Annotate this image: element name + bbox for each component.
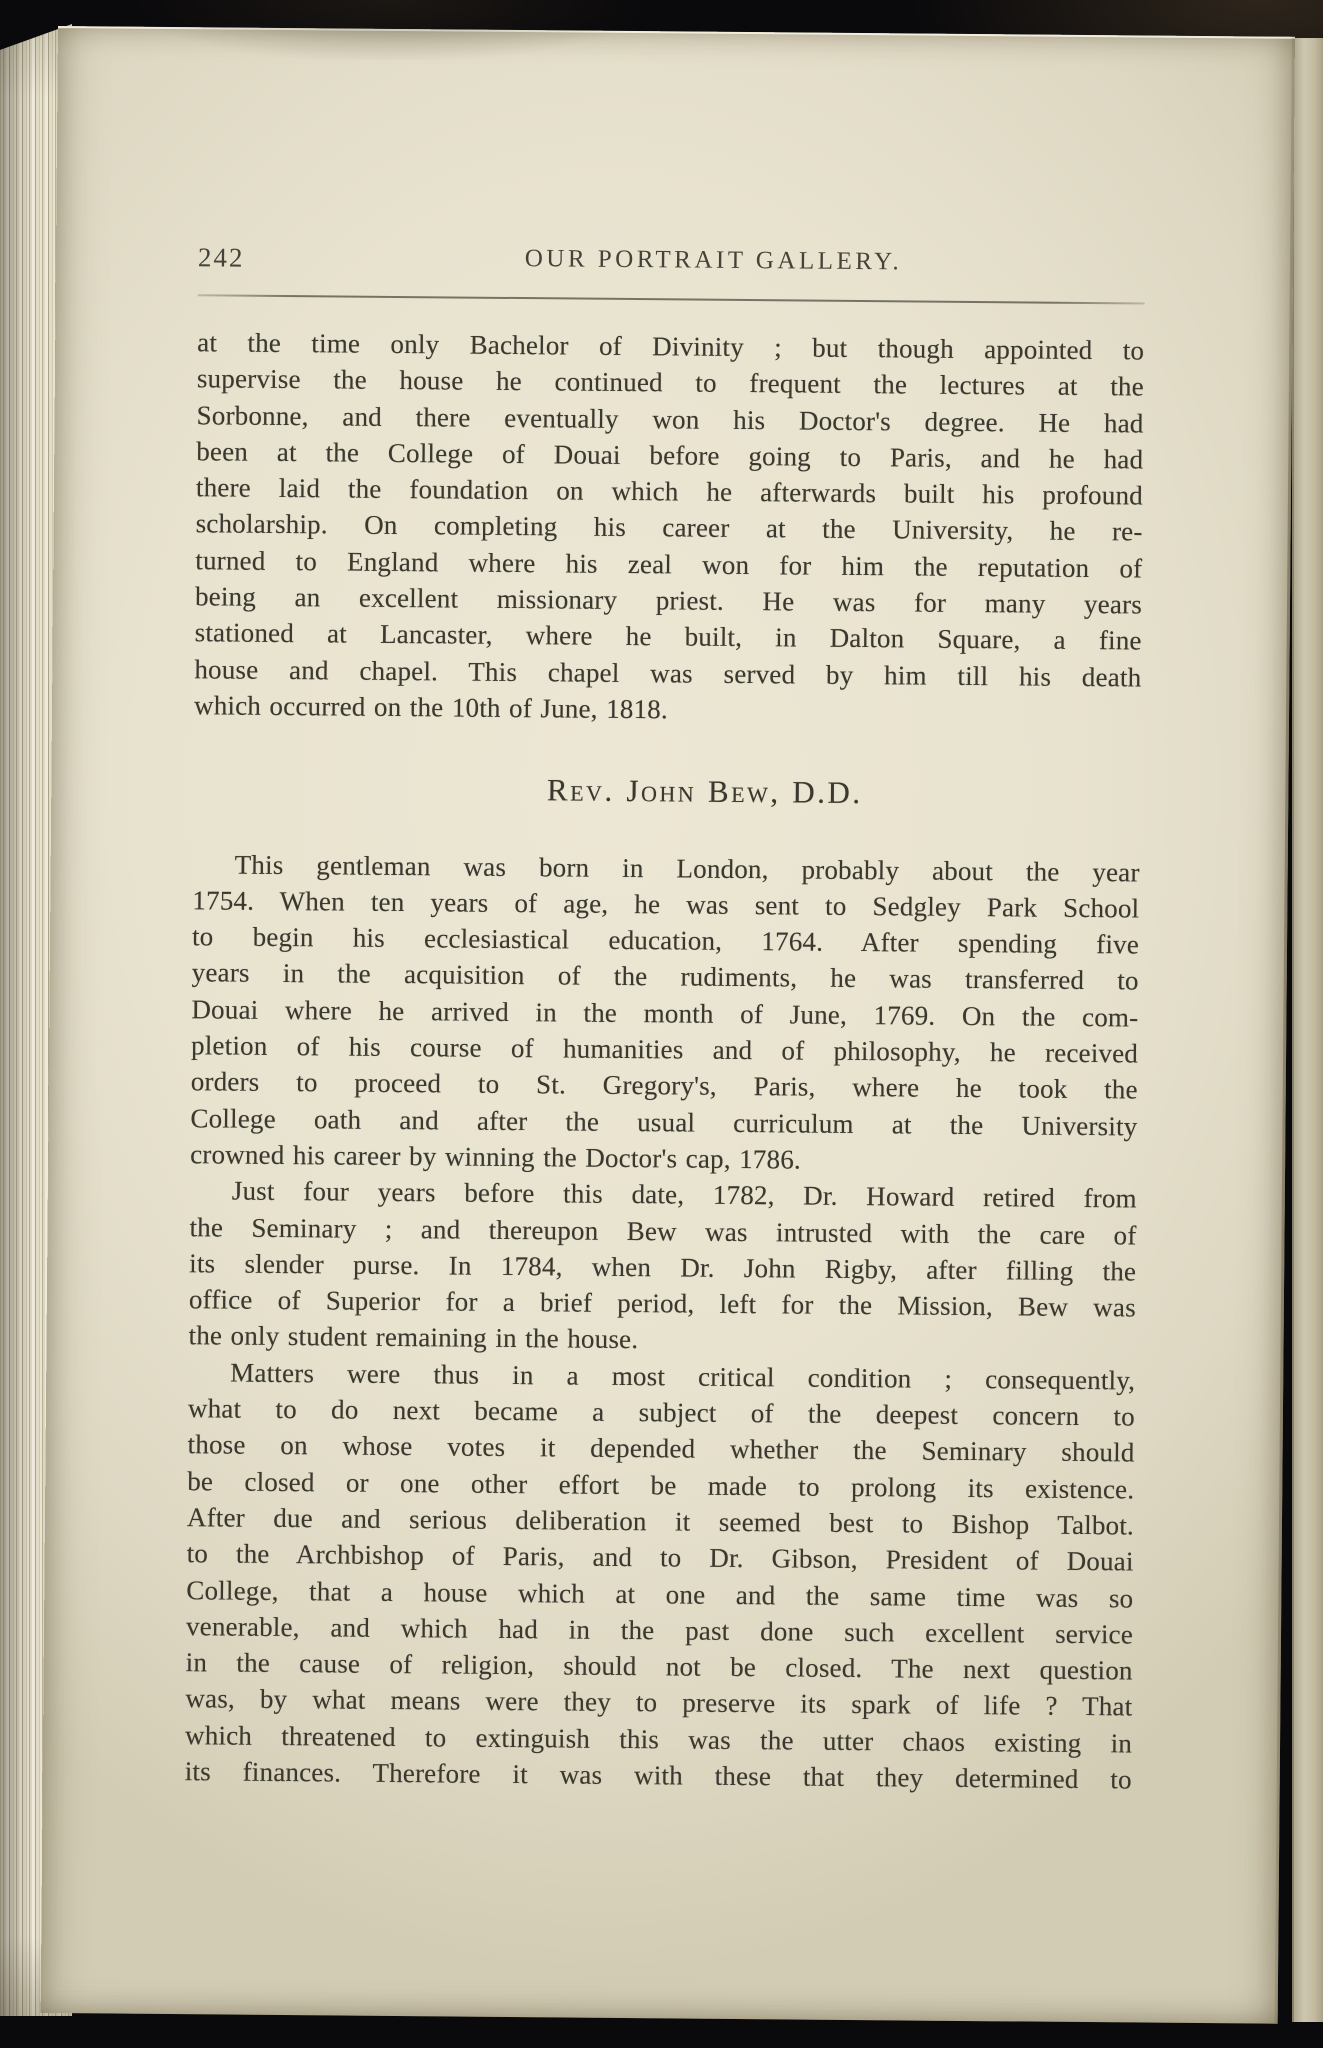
text-line: crowned his career by winning the Doctor's cap, 1786. bbox=[190, 1139, 802, 1175]
text-line: This gentleman was born in London, probably about the year bbox=[234, 849, 1140, 888]
text-line: at the time only Bachelor of Divinity ; but though appointed to bbox=[197, 327, 1145, 366]
text-line: College, that a house which at one and the same time was so bbox=[186, 1574, 1134, 1613]
text-line: supervise the house he continued to frequent the lectures at the bbox=[196, 363, 1145, 402]
text-line: was, by what means were they to preserve its spark of life ? That bbox=[185, 1683, 1133, 1722]
text-line: office of Superior for a brief period, left for the Mission, Bew was bbox=[188, 1284, 1136, 1323]
book-page bbox=[41, 26, 1295, 2024]
running-head: OUR PORTRAIT GALLERY. bbox=[524, 245, 903, 276]
text-column bbox=[185, 324, 1145, 1797]
text-line: the Seminary ; and thereupon Bew was intrusted with the care of bbox=[189, 1211, 1137, 1250]
paragraph-1 bbox=[194, 324, 1144, 732]
page-number: 242 bbox=[197, 242, 245, 273]
header-rule bbox=[198, 294, 1145, 304]
text-line: being an excellent missionary priest. He was for many years bbox=[194, 581, 1143, 620]
text-line: be closed or one other effort be made to prolong its existence. bbox=[187, 1465, 1135, 1505]
paragraph-3 bbox=[188, 1172, 1137, 1362]
text-line: Douai where he arrived in the month of June, 1769. On the com- bbox=[191, 993, 1139, 1033]
text-line: venerable, and which had in the past done such excellent service bbox=[185, 1610, 1134, 1650]
paragraph-2 bbox=[190, 846, 1140, 1181]
text-line: which threatened to extinguish this was the utter chaos existing in bbox=[184, 1719, 1133, 1759]
text-line: to begin his ecclesiastical education, 1764. After spending five bbox=[191, 921, 1140, 960]
text-line: After due and serious deliberation it seemed best to Bishop Talbot. bbox=[186, 1502, 1135, 1541]
text-line: been at the College of Douai before going to Paris, and he had bbox=[196, 436, 1144, 475]
text-line: Just four years before this date, 1782, Dr. Howard retired from bbox=[231, 1175, 1137, 1214]
text-line: College oath and after the usual curriculum at the University bbox=[190, 1102, 1138, 1142]
text-line: years in the acquisition of the rudiments, he was transferred to bbox=[191, 957, 1139, 996]
book-gutter bbox=[1292, 38, 1323, 2022]
text-line: turned to England where his zeal won for him the reputation of bbox=[195, 545, 1143, 584]
text-line: scholarship. On completing his career at the University, he re- bbox=[195, 508, 1143, 547]
text-line: to the Archbishop of Paris, and to Dr. Gibson, President of Douai bbox=[186, 1538, 1134, 1577]
text-line: orders to proceed to St. Gregory's, Paris, where he took the bbox=[190, 1066, 1138, 1105]
page-header bbox=[198, 240, 1145, 284]
text-line: pletion of his course of humanities and of philosophy, he received bbox=[190, 1030, 1139, 1069]
text-line: stationed at Lancaster, where he built, in Dalton Square, a fine bbox=[194, 617, 1142, 656]
text-line: Matters were thus in a most critical condition ; consequently, bbox=[230, 1357, 1136, 1396]
text-line: its slender purse. In 1784, when Dr. John Rigby, after filling the bbox=[189, 1248, 1137, 1287]
section-heading: Rev. John Bew, D.D. bbox=[546, 772, 863, 811]
text-line: which occurred on the 10th of June, 1818. bbox=[193, 690, 669, 725]
text-line: the only student remaining in the house. bbox=[188, 1320, 639, 1355]
text-line: Sorbonne, and there eventually won his Doctor's degree. He had bbox=[196, 399, 1144, 439]
text-line: its finances. Therefore it was with these that they determined to bbox=[184, 1756, 1132, 1795]
paragraph-4 bbox=[185, 1354, 1136, 1798]
text-line: in the cause of religion, should not be closed. The next question bbox=[185, 1647, 1133, 1686]
text-line: 1754. When ten years of age, he was sent to Sedgley Park School bbox=[192, 885, 1140, 924]
text-line: those on whose votes it depended whether the Seminary should bbox=[187, 1429, 1135, 1468]
text-line: house and chapel. This chapel was served by him till his death bbox=[194, 653, 1142, 693]
text-line: what to do next became a subject of the deepest concern to bbox=[187, 1393, 1136, 1432]
text-line: there laid the foundation on which he afterwards built his profound bbox=[195, 472, 1144, 511]
